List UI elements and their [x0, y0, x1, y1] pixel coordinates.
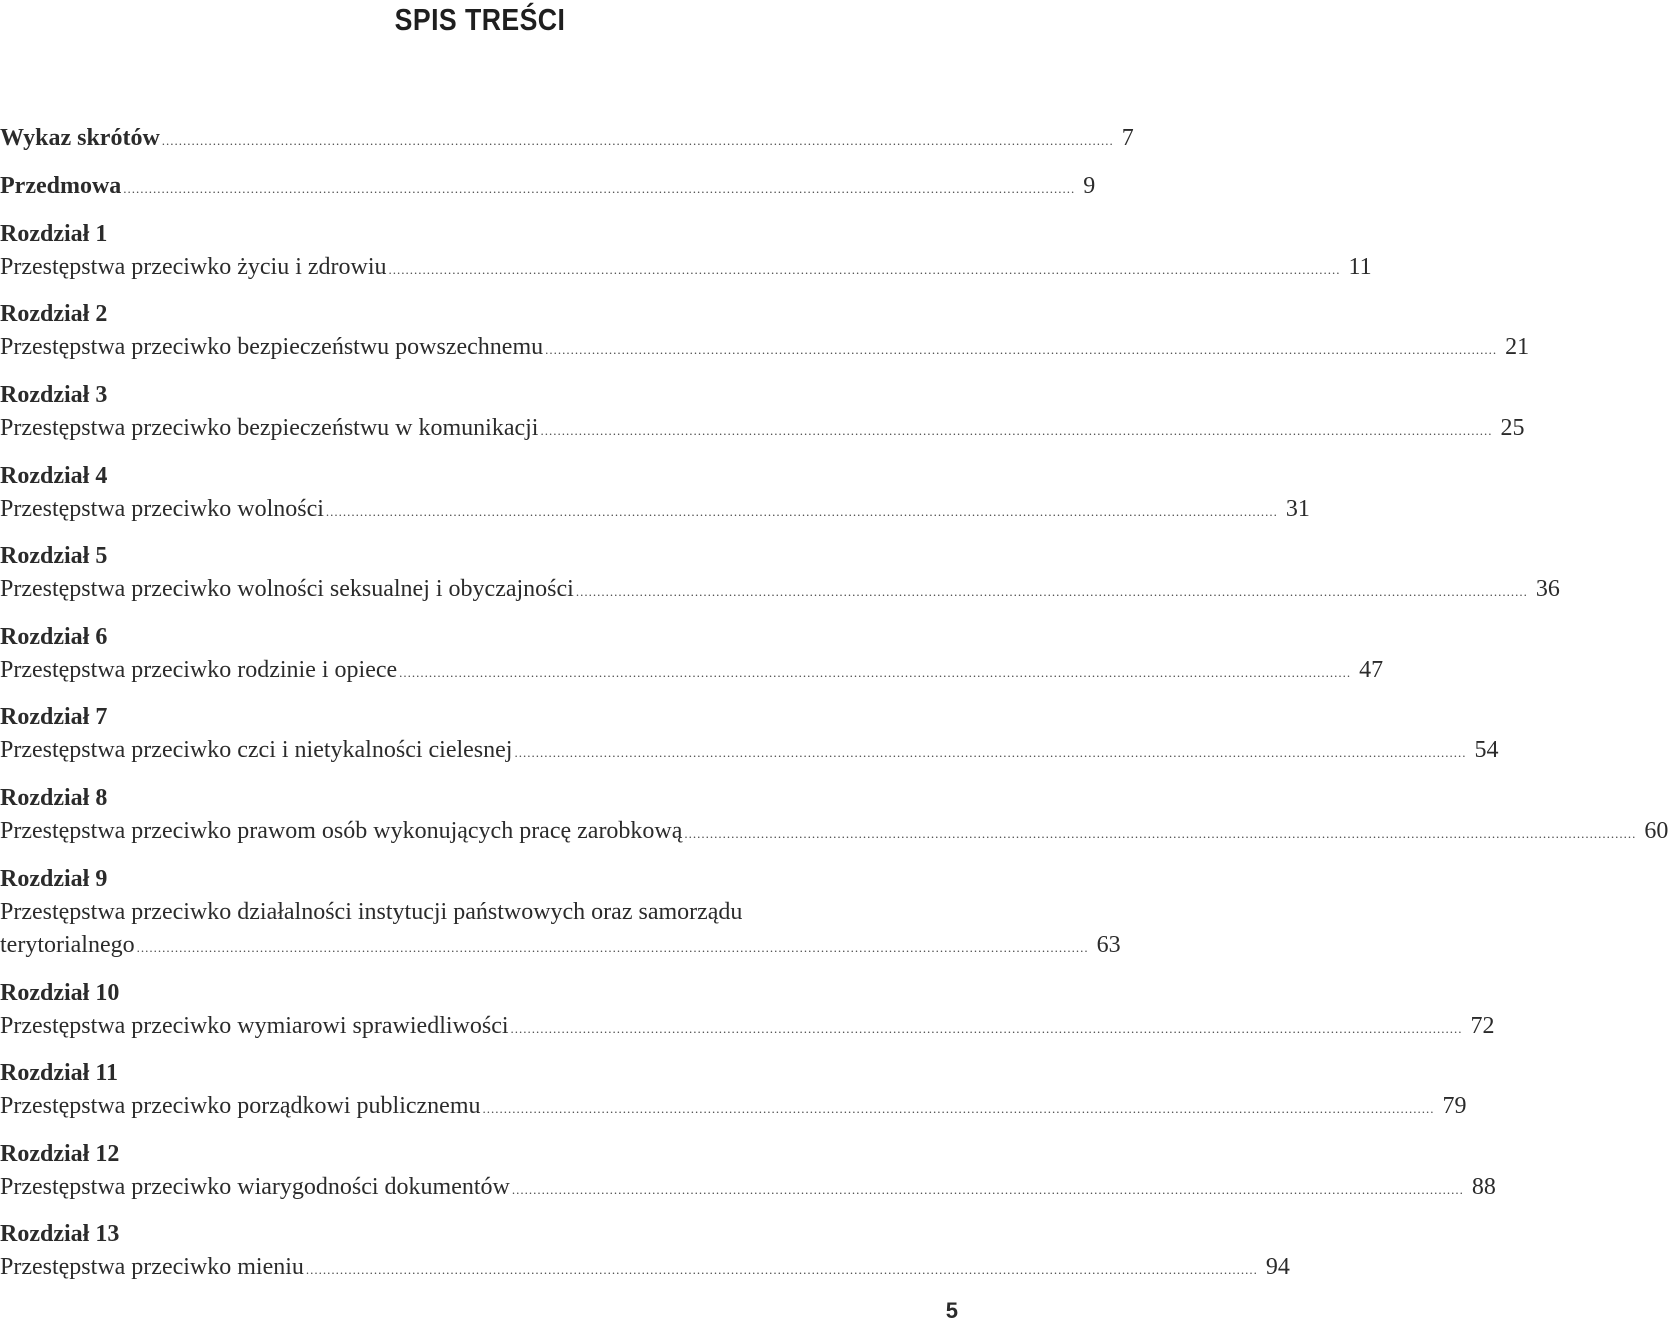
toc-entry-page: 25	[1500, 415, 1525, 441]
dot-leader: ................................................................................................................................................................................................................................	[514, 745, 1467, 760]
chapter-label-1: Rozdział 1	[0, 221, 108, 247]
toc-entry-r8[interactable]	[0, 814, 1668, 848]
toc-entry-page: 88	[1471, 1174, 1496, 1200]
toc-entry-page: 11	[1348, 254, 1372, 280]
toc-entry-title: Przestępstwa przeciwko wolności seksualnej i obyczajności	[0, 576, 574, 602]
dot-leader: ................................................................................................................................................................................................................................	[388, 262, 1341, 277]
chapter-label-12: Rozdział 12	[0, 1141, 120, 1167]
toc-entry-title: Przestępstwa przeciwko mieniu	[0, 1254, 304, 1280]
dot-leader: ................................................................................................................................................................................................................................	[161, 133, 1114, 148]
chapter-label-5: Rozdział 5	[0, 543, 108, 569]
toc-entry-page: 21	[1505, 334, 1530, 360]
toc-entry-title: Przestępstwa przeciwko porządkowi publicznemu	[0, 1093, 481, 1119]
toc-entry-r6[interactable]	[0, 653, 1384, 687]
toc-entry-title: Przestępstwa przeciwko rodzinie i opiece	[0, 657, 398, 683]
chapter-label-8: Rozdział 8	[0, 785, 108, 811]
dot-leader: ................................................................................................................................................................................................................................	[510, 1021, 1463, 1036]
toc-entry-r11[interactable]	[0, 1089, 1467, 1123]
toc-entry-title: Przedmowa	[0, 173, 122, 199]
toc-entry-r10[interactable]	[0, 1009, 1495, 1043]
dot-leader: ................................................................................................................................................................................................................................	[136, 940, 1089, 955]
dot-leader: ................................................................................................................................................................................................................................	[545, 342, 1498, 357]
toc-entry-page: 47	[1359, 657, 1384, 683]
toc-entry-r4[interactable]	[0, 492, 1310, 526]
dot-leader: ................................................................................................................................................................................................................................	[325, 504, 1278, 519]
chapter-label-10: Rozdział 10	[0, 980, 120, 1006]
toc-entry-title: Przestępstwa przeciwko czci i nietykalności cielesnej	[0, 737, 513, 763]
toc-entry-r13[interactable]	[0, 1250, 1290, 1284]
toc-entry-page: 36	[1535, 576, 1560, 602]
dot-leader: ................................................................................................................................................................................................................................	[511, 1182, 1464, 1197]
dot-leader: ................................................................................................................................................................................................................................	[482, 1101, 1435, 1116]
toc-entry-page: 60	[1644, 818, 1668, 844]
toc-entry-title: Przestępstwa przeciwko bezpieczeństwu powszechnemu	[0, 334, 544, 360]
toc-entry-r5[interactable]	[0, 572, 1560, 606]
chapter-label-2: Rozdział 2	[0, 301, 108, 327]
toc-entry-page: 63	[1096, 932, 1121, 958]
page-number: 5	[945, 1298, 958, 1323]
toc-entry-title: terytorialnego	[0, 932, 135, 958]
toc-entry-title: Przestępstwa przeciwko wolności	[0, 496, 324, 522]
chapter-label-3: Rozdział 3	[0, 382, 108, 408]
toc-entry-r9[interactable]	[0, 928, 1121, 962]
dot-leader: ................................................................................................................................................................................................................................	[575, 584, 1528, 599]
dot-leader: ................................................................................................................................................................................................................................	[123, 181, 1076, 196]
toc-entry-title-line1[interactable]: Przestępstwa przeciwko działalności instytucji państwowych oraz samorządu	[0, 899, 743, 925]
toc-entry-page: 9	[1083, 173, 1096, 199]
page-title: SPIS TREŚCI	[394, 2, 566, 37]
chapter-label-6: Rozdział 6	[0, 624, 108, 650]
toc-entry-page: 7	[1121, 125, 1134, 151]
toc-entry-r1[interactable]	[0, 250, 1372, 284]
dot-leader: ................................................................................................................................................................................................................................	[399, 665, 1352, 680]
toc-entry-r2[interactable]	[0, 330, 1530, 364]
toc-entry-przedmowa[interactable]	[0, 169, 1096, 203]
chapter-label-4: Rozdział 4	[0, 463, 108, 489]
toc-entry-page: 94	[1265, 1254, 1290, 1280]
toc-entry-page: 31	[1285, 496, 1310, 522]
toc-entry-title: Przestępstwa przeciwko wiarygodności dokumentów	[0, 1174, 510, 1200]
toc-entry-r3[interactable]	[0, 411, 1525, 445]
toc-entry-title: Przestępstwa przeciwko życiu i zdrowiu	[0, 254, 387, 280]
dot-leader: ................................................................................................................................................................................................................................	[684, 826, 1637, 841]
dot-leader: ................................................................................................................................................................................................................................	[540, 423, 1493, 438]
toc-entry-title: Wykaz skrótów	[0, 125, 160, 151]
chapter-label-11: Rozdział 11	[0, 1060, 118, 1086]
chapter-label-7: Rozdział 7	[0, 704, 108, 730]
toc-entry-r12[interactable]	[0, 1170, 1496, 1204]
toc-entry-title: Przestępstwa przeciwko prawom osób wykonujących pracę zarobkową	[0, 818, 683, 844]
toc-entry-r7[interactable]	[0, 733, 1499, 767]
toc-entry-skroty[interactable]	[0, 121, 1134, 155]
toc-entry-title: Przestępstwa przeciwko bezpieczeństwu w komunikacji	[0, 415, 539, 441]
toc-entry-page: 72	[1470, 1013, 1495, 1039]
chapter-label-9: Rozdział 9	[0, 866, 108, 892]
toc-entry-page: 54	[1474, 737, 1499, 763]
toc-entry-page: 79	[1442, 1093, 1467, 1119]
dot-leader: ................................................................................................................................................................................................................................	[305, 1262, 1258, 1277]
chapter-label-13: Rozdział 13	[0, 1221, 120, 1247]
toc-entry-title: Przestępstwa przeciwko wymiarowi sprawiedliwości	[0, 1013, 509, 1039]
